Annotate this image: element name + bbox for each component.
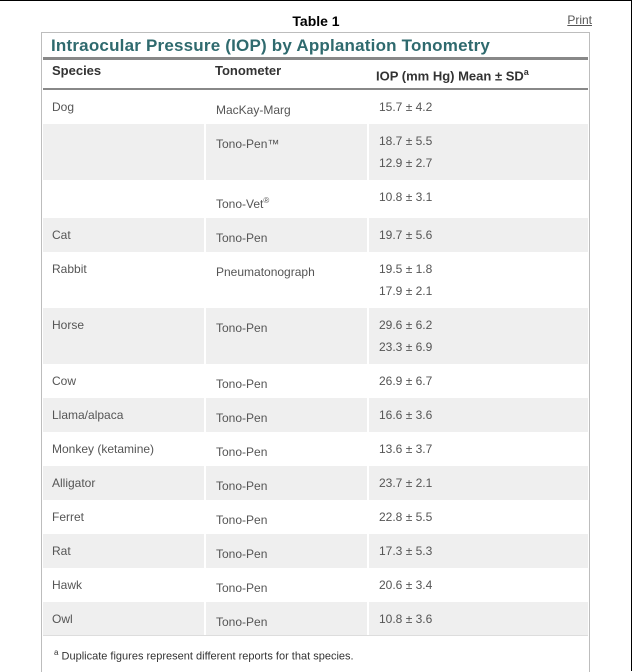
iop-value: 10.8 ± 3.1: [379, 190, 433, 204]
species-text: Rat: [52, 544, 71, 558]
cell-species: [43, 90, 204, 124]
tonometer-text: Tono-Pen: [216, 445, 268, 459]
cell-iop: [369, 308, 588, 364]
tonometer-line: [216, 540, 367, 562]
cell-species: [43, 568, 204, 602]
species-text: Alligator: [52, 476, 96, 490]
cell-iop: [369, 432, 588, 466]
cell-iop: [369, 500, 588, 534]
cell-tonometer: [206, 124, 367, 180]
footnote-text: Duplicate figures represent different reports for that species.: [58, 650, 354, 663]
cell-tonometer: [206, 308, 367, 364]
tonometer-line: [216, 258, 367, 280]
tonometer-text: Tono-Pen: [216, 615, 268, 629]
cell-tonometer: [206, 90, 367, 124]
iop-value: 15.7 ± 4.2: [379, 100, 433, 114]
iop-value: 17.3 ± 5.3: [379, 544, 433, 558]
cell-species: [43, 602, 204, 636]
table-row: [43, 534, 588, 568]
iop-value: 16.6 ± 3.6: [379, 408, 433, 422]
cell-tonometer: [206, 180, 367, 218]
tonometer-text: Tono-Pen: [216, 547, 268, 561]
cell-species: [43, 252, 204, 308]
cell-tonometer: [206, 500, 367, 534]
cell-tonometer: [206, 466, 367, 500]
table-footnote: [54, 648, 354, 663]
table-row: [43, 500, 588, 534]
tonometer-line: [216, 96, 367, 118]
species-text: Owl: [52, 612, 73, 626]
species-text: Hawk: [52, 578, 83, 592]
iop-value: 13.6 ± 3.7: [379, 442, 433, 456]
cell-species: [43, 398, 204, 432]
tonometer-text: Tono-Pen: [216, 231, 268, 245]
header-species: Species: [52, 63, 102, 78]
table-row: [43, 124, 588, 180]
footnote-marker: a: [54, 648, 59, 657]
tonometer-line: [216, 506, 367, 528]
cell-tonometer: [206, 568, 367, 602]
tonometer-line: [216, 370, 367, 392]
cell-iop: [369, 602, 588, 636]
species-text: [52, 186, 204, 208]
cell-species: [43, 500, 204, 534]
cell-iop: [369, 534, 588, 568]
tonometer-text: Tono-Pen: [216, 581, 268, 595]
iop-value: 26.9 ± 6.7: [379, 374, 433, 388]
tonometer-line: [216, 472, 367, 494]
data-table: [41, 32, 590, 672]
iop-value: 18.7 ± 5.5: [379, 134, 433, 148]
species-text: Dog: [52, 100, 75, 114]
table-row: [43, 466, 588, 500]
tonometer-text: MacKay-Marg: [216, 103, 291, 117]
table-header: [42, 60, 589, 89]
iop-value: 19.7 ± 5.6: [379, 228, 433, 242]
table-row: [43, 90, 588, 124]
table-row: [43, 218, 588, 252]
iop-value: 22.8 ± 5.5: [379, 510, 433, 524]
cell-iop: [369, 180, 588, 218]
cell-iop: [369, 252, 588, 308]
table-row: [43, 398, 588, 432]
table-row: [43, 602, 588, 636]
cell-species: [43, 180, 204, 218]
species-text: Cat: [52, 228, 71, 242]
tonometer-text: Tono-Pen: [216, 321, 268, 335]
cell-species: [43, 534, 204, 568]
header-iop-footnote-marker: a: [523, 67, 529, 77]
iop-value: 20.6 ± 3.4: [379, 578, 433, 592]
tonometer-line: [216, 404, 367, 426]
print-link[interactable]: Print: [567, 13, 592, 27]
table-row: [43, 180, 588, 218]
tonometer-line: [216, 314, 367, 336]
iop-value: 29.6 ± 6.2: [379, 318, 433, 332]
table-row: [43, 568, 588, 602]
cell-tonometer: [206, 252, 367, 308]
tonometer-text: Tono-Pen: [216, 479, 268, 493]
cell-species: [43, 466, 204, 500]
iop-value: 17.9 ± 2.1: [379, 284, 433, 298]
iop-value: 12.9 ± 2.7: [379, 156, 433, 170]
footnote-rule: [43, 635, 588, 636]
species-text: [52, 130, 204, 152]
table-row: [43, 432, 588, 466]
species-text: Rabbit: [52, 262, 87, 276]
window-border-top: [0, 0, 632, 1]
tonometer-line: [216, 608, 367, 630]
tonometer-text: Pneumatonograph: [216, 265, 315, 279]
table-body: [43, 90, 588, 636]
tonometer-line: [216, 574, 367, 596]
cell-iop: [369, 124, 588, 180]
cell-iop: [369, 568, 588, 602]
cell-tonometer: [206, 218, 367, 252]
species-text: Llama/alpaca: [52, 408, 124, 422]
header-iop-label: IOP (mm Hg) Mean ± SD: [376, 68, 524, 84]
tonometer-line: [216, 130, 367, 152]
cell-species: [43, 124, 204, 180]
tonometer-text: Tono-Pen™: [216, 137, 280, 151]
tonometer-text: Tono-Pen: [216, 513, 268, 527]
tonometer-text: Tono-Pen: [216, 411, 268, 425]
iop-value: 19.5 ± 1.8: [379, 262, 433, 276]
registered-mark: ®: [263, 196, 270, 205]
cell-species: [43, 364, 204, 398]
iop-value: 23.7 ± 2.1: [379, 476, 433, 490]
table-row: [43, 308, 588, 364]
tonometer-line: [216, 224, 367, 246]
cell-iop: [369, 364, 588, 398]
species-text: Horse: [52, 318, 85, 332]
tonometer-text: Tono-Vet: [216, 197, 264, 211]
species-text: Ferret: [52, 510, 85, 524]
cell-tonometer: [206, 398, 367, 432]
species-text: Cow: [52, 374, 77, 388]
cell-iop: [369, 218, 588, 252]
table-title: Intraocular Pressure (IOP) by Applanation Tonometry: [51, 36, 491, 55]
cell-species: [43, 432, 204, 466]
tonometer-line: [216, 438, 367, 460]
cell-iop: [369, 90, 588, 124]
iop-value: 10.8 ± 3.6: [379, 612, 433, 626]
iop-value: 23.3 ± 6.9: [379, 340, 433, 354]
table-row: [43, 252, 588, 308]
cell-tonometer: [206, 364, 367, 398]
species-text: Monkey (ketamine): [52, 442, 155, 456]
table-row: [43, 364, 588, 398]
cell-tonometer: [206, 534, 367, 568]
table-caption: Table 1: [292, 13, 340, 29]
cell-tonometer: [206, 432, 367, 466]
cell-species: [43, 218, 204, 252]
cell-tonometer: [206, 602, 367, 636]
cell-iop: [369, 398, 588, 432]
header-iop: [376, 67, 529, 83]
tonometer-text: Tono-Pen: [216, 377, 268, 391]
header-tonometer: Tonometer: [215, 63, 282, 78]
cell-species: [43, 308, 204, 364]
tonometer-line: [216, 190, 367, 212]
cell-iop: [369, 466, 588, 500]
